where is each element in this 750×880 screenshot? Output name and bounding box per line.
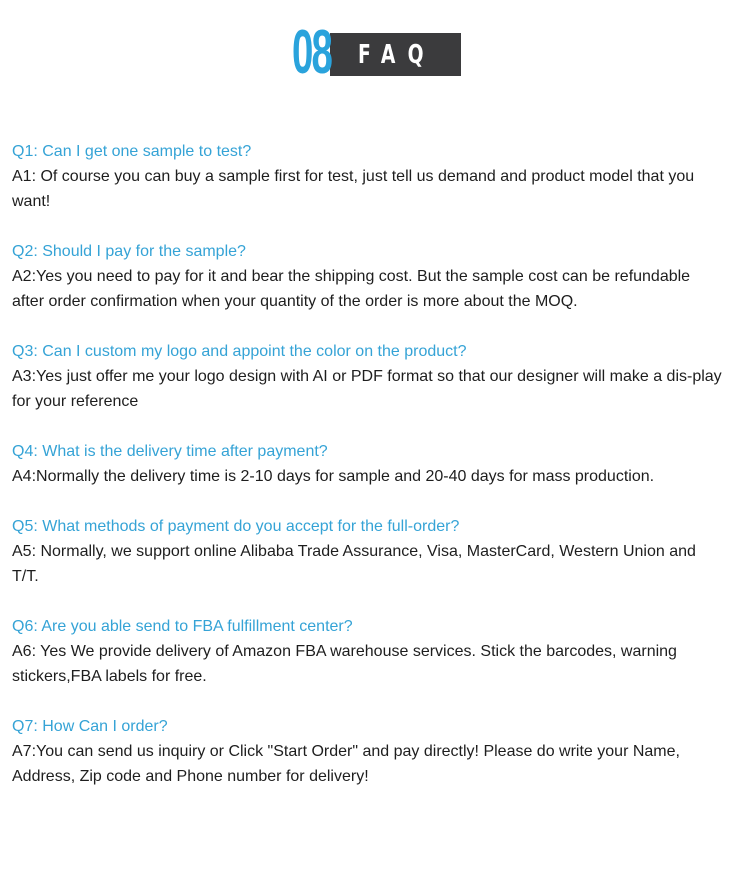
faq-question: Q7: How Can I order? xyxy=(12,718,168,735)
faq-answer: A4:Normally the delivery time is 2-10 days for sample and 20-40 days for mass production. xyxy=(12,468,655,485)
faq-question: Q2: Should I pay for the sample? xyxy=(12,243,246,260)
faq-question: Q4: What is the delivery time after payment? xyxy=(12,443,328,460)
faq-section-header xyxy=(292,18,462,87)
faq-answer: A2:Yes you need to pay for it and bear the shipping cost. But the sample cost can be refundable after order confirmation when your quantity of the order is more about the MOQ. xyxy=(12,268,691,310)
faq-answer: A7:You can send us inquiry or Click "Start Order" and pay directly! Please do write your Name, Address, Zip code and Phone number for delivery! xyxy=(12,743,680,785)
faq-item-5 xyxy=(12,514,732,589)
faq-item-1 xyxy=(12,139,732,214)
section-number: 08 xyxy=(292,18,332,87)
faq-list xyxy=(12,139,732,814)
faq-answer: A3:Yes just offer me your logo design with AI or PDF format so that our designer will make a dis-play for your reference xyxy=(12,368,722,410)
faq-question: Q1: Can I get one sample to test? xyxy=(12,143,252,160)
faq-item-4 xyxy=(12,439,732,489)
faq-answer: A5: Normally, we support online Alibaba Trade Assurance, Visa, MasterCard, Western Union and T/T. xyxy=(12,543,696,585)
faq-question: Q3: Can I custom my logo and appoint the color on the product? xyxy=(12,343,467,360)
faq-item-7 xyxy=(12,714,732,789)
faq-item-3 xyxy=(12,339,732,414)
faq-item-2 xyxy=(12,239,732,314)
faq-answer: A6: Yes We provide delivery of Amazon FBA warehouse services. Stick the barcodes, warning stickers,FBA labels for free. xyxy=(12,643,677,685)
faq-question: Q6: Are you able send to FBA fulfillment center? xyxy=(12,618,353,635)
faq-item-6 xyxy=(12,614,732,689)
faq-answer: A1: Of course you can buy a sample first for test, just tell us demand and product model that you want! xyxy=(12,168,695,210)
section-title: FAQ xyxy=(358,40,436,70)
faq-question: Q5: What methods of payment do you accept for the full-order? xyxy=(12,518,460,535)
